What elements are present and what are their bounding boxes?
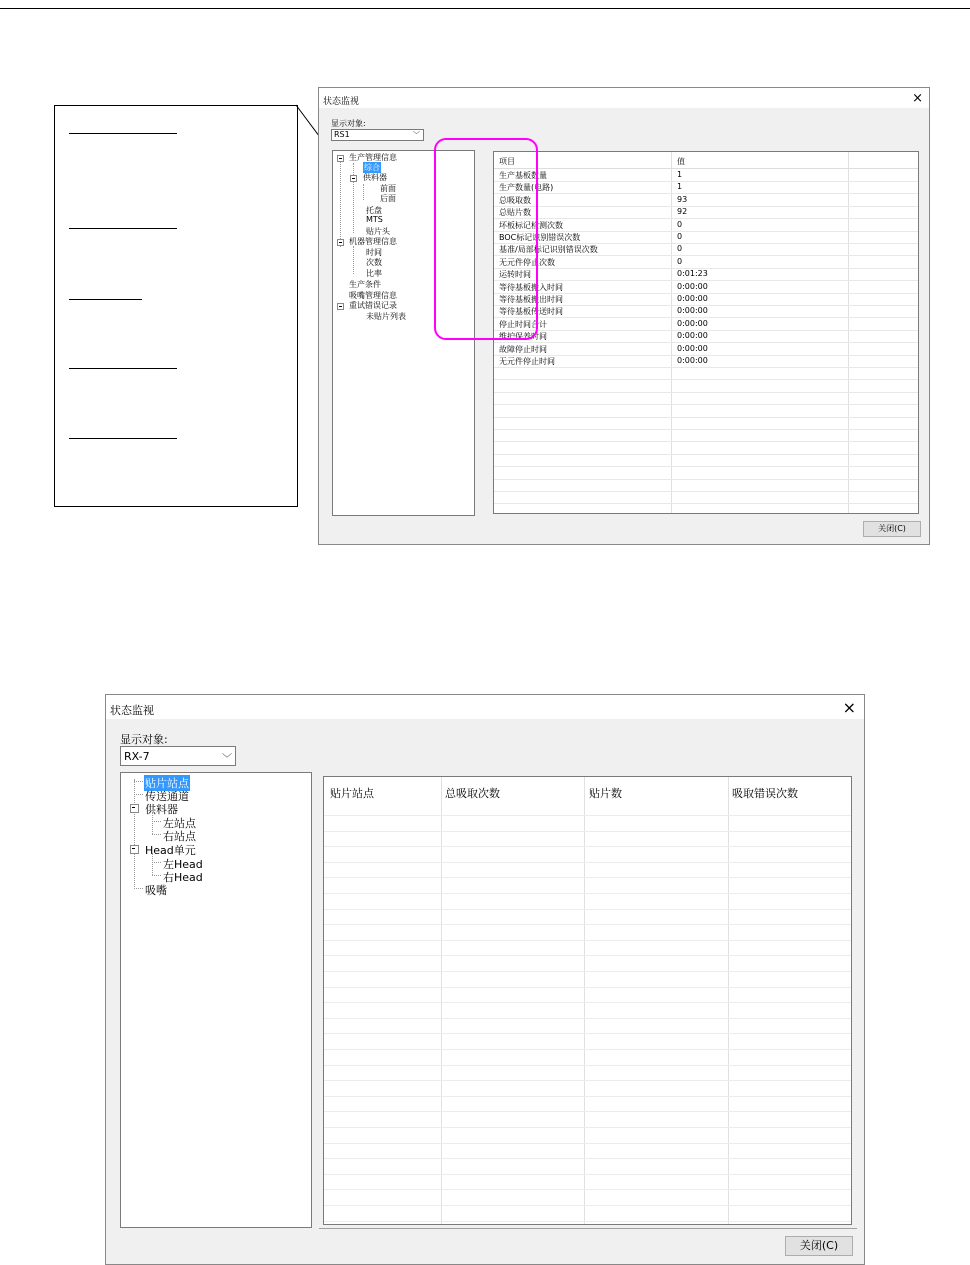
cell-item: 停止时间合计 xyxy=(499,319,547,329)
table-row xyxy=(494,343,918,356)
tree-node[interactable]: 后面 xyxy=(380,194,396,203)
table-row xyxy=(324,877,851,878)
table-row xyxy=(324,1080,851,1081)
table-row xyxy=(324,893,851,894)
collapse-toggle[interactable] xyxy=(337,155,344,162)
cell-item: 坏板标记检测次数 xyxy=(499,220,563,230)
select-value: RX-7 xyxy=(124,750,150,763)
table-row xyxy=(494,219,918,232)
table-row xyxy=(494,479,918,492)
table-row xyxy=(494,256,918,269)
table-row xyxy=(494,268,918,281)
table-row xyxy=(494,442,918,455)
table-row xyxy=(324,1049,851,1050)
cell-item: 运转时间 xyxy=(499,270,531,280)
display-target-label: 显示对象: xyxy=(120,733,168,746)
cell-item: 等待基板传送时间 xyxy=(499,307,563,317)
close-icon[interactable]: × xyxy=(912,91,923,106)
cell-item: 维护保养时间 xyxy=(499,332,547,342)
cell-value: 0:00:00 xyxy=(677,343,708,353)
tree-connector xyxy=(353,246,354,274)
tree-connector xyxy=(152,862,161,863)
table-row xyxy=(494,467,918,480)
table-row xyxy=(324,1096,851,1097)
tree-node[interactable]: 贴片头 xyxy=(366,227,390,236)
cell-item: 生产数量(电路) xyxy=(499,183,554,193)
tree-node[interactable]: MTS xyxy=(366,215,383,224)
tree-connector xyxy=(134,779,135,887)
cell-item: 故障停止时间 xyxy=(499,344,547,354)
select-value: RS1 xyxy=(334,130,350,139)
status-monitor-dialog-small xyxy=(318,87,930,545)
column-divider xyxy=(441,777,442,1224)
tree-node[interactable]: 托盘 xyxy=(366,206,382,215)
table-row xyxy=(494,243,918,256)
table-row xyxy=(324,815,851,816)
title-bar xyxy=(319,88,929,108)
table-row xyxy=(494,355,918,368)
cell-value: 92 xyxy=(677,207,688,217)
table-row xyxy=(494,454,918,467)
cell-value: 0:00:00 xyxy=(677,331,708,341)
cell-value: 0 xyxy=(677,256,683,266)
column-divider xyxy=(728,777,729,1224)
table-row xyxy=(324,924,851,925)
table-row xyxy=(324,1143,851,1144)
table-row xyxy=(324,1111,851,1112)
table-row xyxy=(494,491,918,504)
cell-item: 等待基板搬出时间 xyxy=(499,295,563,304)
close-icon[interactable]: × xyxy=(842,698,856,717)
collapse-toggle[interactable] xyxy=(350,175,357,182)
tree-node[interactable]: 右站点 xyxy=(163,830,196,843)
tree-node[interactable]: 右Head xyxy=(163,871,203,884)
tree-node[interactable]: 生产条件 xyxy=(349,280,381,289)
tree-node[interactable]: 次数 xyxy=(366,258,382,267)
dialog-title: 状态监视 xyxy=(110,704,154,717)
cell-item: 基准/局部标记识别错误次数 xyxy=(499,245,598,255)
collapse-toggle[interactable] xyxy=(130,845,139,854)
table-row xyxy=(494,181,918,194)
cell-item: 等待基板搬入时间 xyxy=(499,282,563,292)
table-row xyxy=(324,909,851,910)
cell-value: 0:00:00 xyxy=(677,281,708,291)
table-row xyxy=(494,318,918,331)
table-row xyxy=(324,1018,851,1019)
chevron-down-icon: ﹀ xyxy=(222,754,232,765)
table-row xyxy=(494,392,918,405)
cell-value: 0:00:00 xyxy=(677,306,708,316)
column-header: 吸取错误次数 xyxy=(732,787,798,800)
table-row xyxy=(494,293,918,306)
tree-node-selected[interactable]: 综合 xyxy=(364,163,380,172)
table-row xyxy=(324,955,851,956)
table-row xyxy=(494,231,918,244)
cell-value: 0 xyxy=(677,232,683,241)
table-row xyxy=(324,1205,851,1206)
table-row xyxy=(494,330,918,343)
table-row xyxy=(324,1127,851,1128)
cell-value: 0 xyxy=(677,219,683,229)
table-row xyxy=(324,1189,851,1190)
tree-node[interactable]: 比率 xyxy=(366,269,382,278)
table-row xyxy=(324,1002,851,1003)
cell-item: 无元件停止时间 xyxy=(499,357,555,366)
tree-connector xyxy=(340,159,341,247)
table-row xyxy=(324,1033,851,1034)
cell-value: 1 xyxy=(677,182,683,192)
table-row xyxy=(494,281,918,294)
table-row xyxy=(324,971,851,972)
cell-value: 1 xyxy=(677,170,683,179)
column-header: 项目 xyxy=(499,157,515,166)
table-row xyxy=(494,405,918,418)
table-row xyxy=(324,940,851,941)
status-monitor-dialog-large xyxy=(105,694,865,1265)
table-row xyxy=(324,862,851,863)
tree-connector xyxy=(353,163,354,233)
display-target-select[interactable] xyxy=(331,129,424,141)
data-grid xyxy=(323,776,852,1225)
table-row xyxy=(324,831,851,832)
tree-connector xyxy=(134,781,143,782)
display-target-select[interactable] xyxy=(120,746,236,766)
close-button[interactable]: 关闭(C) xyxy=(863,521,921,537)
grid-header xyxy=(494,152,918,169)
tree-connector xyxy=(152,875,161,876)
cell-item: 总贴片数 xyxy=(499,208,531,218)
tree-node[interactable]: 吸嘴 xyxy=(145,884,167,897)
tree-node[interactable]: 传送通道 xyxy=(145,790,189,803)
display-target-label: 显示对象: xyxy=(331,119,366,128)
tree-node[interactable]: 时间 xyxy=(366,248,382,257)
tree-connector xyxy=(152,834,161,835)
table-row xyxy=(494,417,918,430)
collapse-toggle[interactable] xyxy=(337,239,344,246)
column-header: 贴片站点 xyxy=(330,787,374,800)
dialog-title: 状态监视 xyxy=(323,97,360,107)
table-row xyxy=(324,1174,851,1175)
table-row xyxy=(494,367,918,380)
table-row xyxy=(494,169,918,182)
cell-value: 0:01:23 xyxy=(677,269,708,279)
table-row xyxy=(494,504,918,514)
tree-connector xyxy=(134,794,143,795)
tree-connector xyxy=(363,184,364,200)
column-divider xyxy=(584,777,585,1224)
category-tree xyxy=(120,772,312,1228)
cell-item: 无元件停止次数 xyxy=(499,257,555,267)
cell-item: 生产基板数量 xyxy=(499,171,547,180)
tree-connector xyxy=(152,821,161,822)
tree-node-selected[interactable]: 贴片站点 xyxy=(145,777,189,790)
cell-value: 0:00:00 xyxy=(677,294,708,303)
separator xyxy=(319,1228,857,1229)
tree-node[interactable]: 左Head xyxy=(163,858,203,871)
tree-node[interactable]: 供料器 xyxy=(145,803,178,816)
tree-connector xyxy=(134,888,143,889)
tree-node[interactable]: 生产管理信息 xyxy=(349,153,397,162)
close-button[interactable]: 关闭(C) xyxy=(785,1236,853,1256)
table-row xyxy=(324,987,851,988)
chevron-down-icon: ﹀ xyxy=(413,131,420,139)
cell-value: 0:00:00 xyxy=(677,356,708,365)
table-row xyxy=(324,1158,851,1159)
table-row xyxy=(494,194,918,207)
column-header: 总吸取次数 xyxy=(445,787,500,800)
tree-node[interactable]: Head单元 xyxy=(145,844,196,857)
tree-node[interactable]: 重试错误记录 xyxy=(349,301,397,310)
table-row xyxy=(494,380,918,393)
table-row xyxy=(494,305,918,318)
cell-value: 93 xyxy=(677,194,688,204)
tree-node[interactable]: 吸嘴管理信息 xyxy=(349,291,397,300)
title-bar xyxy=(106,695,864,719)
tree-node[interactable]: 未贴片列表 xyxy=(366,312,406,321)
cell-item: 总吸取数 xyxy=(499,195,531,205)
table-row xyxy=(494,429,918,442)
cell-item: BOC标记识别错误次数 xyxy=(499,233,581,242)
cell-value: 0 xyxy=(677,244,683,254)
collapse-toggle[interactable] xyxy=(130,804,139,813)
tree-node[interactable]: 机器管理信息 xyxy=(349,237,397,246)
table-row xyxy=(324,1221,851,1222)
tree-node[interactable]: 供料器 xyxy=(363,173,387,182)
collapse-toggle[interactable] xyxy=(337,303,344,310)
tree-node[interactable]: 前面 xyxy=(380,184,396,193)
table-row xyxy=(494,206,918,219)
cell-value: 0:00:00 xyxy=(677,318,708,328)
tree-node[interactable]: 左站点 xyxy=(163,817,196,830)
column-header: 贴片数 xyxy=(589,787,622,800)
table-row xyxy=(324,1065,851,1066)
column-header: 值 xyxy=(677,157,685,166)
table-row xyxy=(324,846,851,847)
data-grid xyxy=(493,151,919,514)
highlight-frame xyxy=(434,138,538,340)
